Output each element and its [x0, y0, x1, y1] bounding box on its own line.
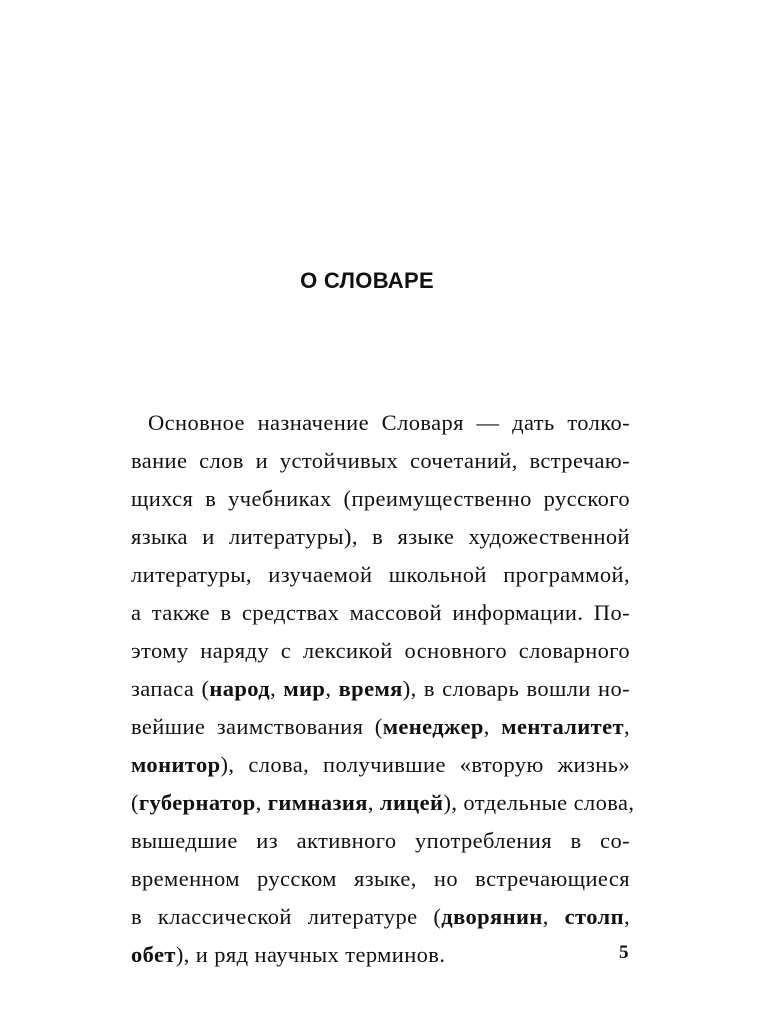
bold-term: обет [131, 942, 176, 967]
text-segment: ), отдельные слова, [443, 790, 635, 815]
body-paragraph [131, 404, 635, 974]
text-segment: , [542, 904, 565, 929]
bold-term: столп [564, 904, 624, 929]
bold-term: народ [209, 676, 271, 701]
text-segment: вейшие заимствования ( [131, 714, 383, 739]
text-segment: временном русском языке, но встречающиеся [131, 866, 630, 891]
text-line [131, 594, 630, 632]
bold-term: лицей [379, 790, 444, 815]
text-line [131, 936, 630, 974]
text-segment: ), слова, получившие «вторую жизнь» [220, 752, 630, 777]
text-line [131, 784, 635, 822]
text-line [131, 670, 630, 708]
text-segment: , [623, 904, 630, 929]
text-segment: , [325, 676, 339, 701]
text-segment: щихся в учебниках (преимущественно русского [131, 486, 630, 511]
bold-term: губернатор [138, 790, 256, 815]
text-segment: , [483, 714, 502, 739]
bold-term: время [338, 676, 403, 701]
text-line [131, 518, 630, 556]
text-line [131, 632, 630, 670]
text-segment: языка и литературы), в языке художественной [131, 524, 630, 549]
text-line [131, 860, 630, 898]
text-line [131, 822, 630, 860]
text-segment: , [367, 790, 380, 815]
text-segment: в классической литературе ( [131, 904, 442, 929]
text-segment: а также в средствах массовой информации. По- [131, 600, 630, 625]
text-segment: этому наряду с лексикой основного словарного [131, 638, 630, 663]
text-line [131, 898, 630, 936]
text-segment: литературы, изучаемой школьной программой, [131, 562, 630, 587]
text-segment: , [255, 790, 268, 815]
text-segment: ), в словарь вошли но- [402, 676, 630, 701]
bold-term: гимназия [267, 790, 368, 815]
text-segment: вание слов и устойчивых сочетаний, встречаю- [131, 448, 630, 473]
page-number: 5 [619, 942, 629, 963]
bold-term: монитор [131, 752, 221, 777]
text-line [131, 442, 630, 480]
bold-term: менталитет [501, 714, 624, 739]
page-title: О СЛОВАРЕ [300, 268, 434, 293]
text-line [131, 480, 630, 518]
text-line [131, 746, 630, 784]
text-segment: Основное назначение Словаря — дать толко- [148, 410, 630, 435]
text-segment: , [623, 714, 630, 739]
text-line [131, 556, 630, 594]
bold-term: дворянин [441, 904, 543, 929]
text-segment: ), и ряд научных терминов. [175, 942, 446, 967]
bold-term: мир [283, 676, 326, 701]
text-segment: , [270, 676, 284, 701]
text-segment: ( [131, 790, 139, 815]
text-segment: запаса ( [131, 676, 210, 701]
text-line [131, 404, 630, 442]
bold-term: менеджер [382, 714, 484, 739]
text-line [131, 708, 630, 746]
text-segment: вышедшие из активного употребления в со- [131, 828, 630, 853]
